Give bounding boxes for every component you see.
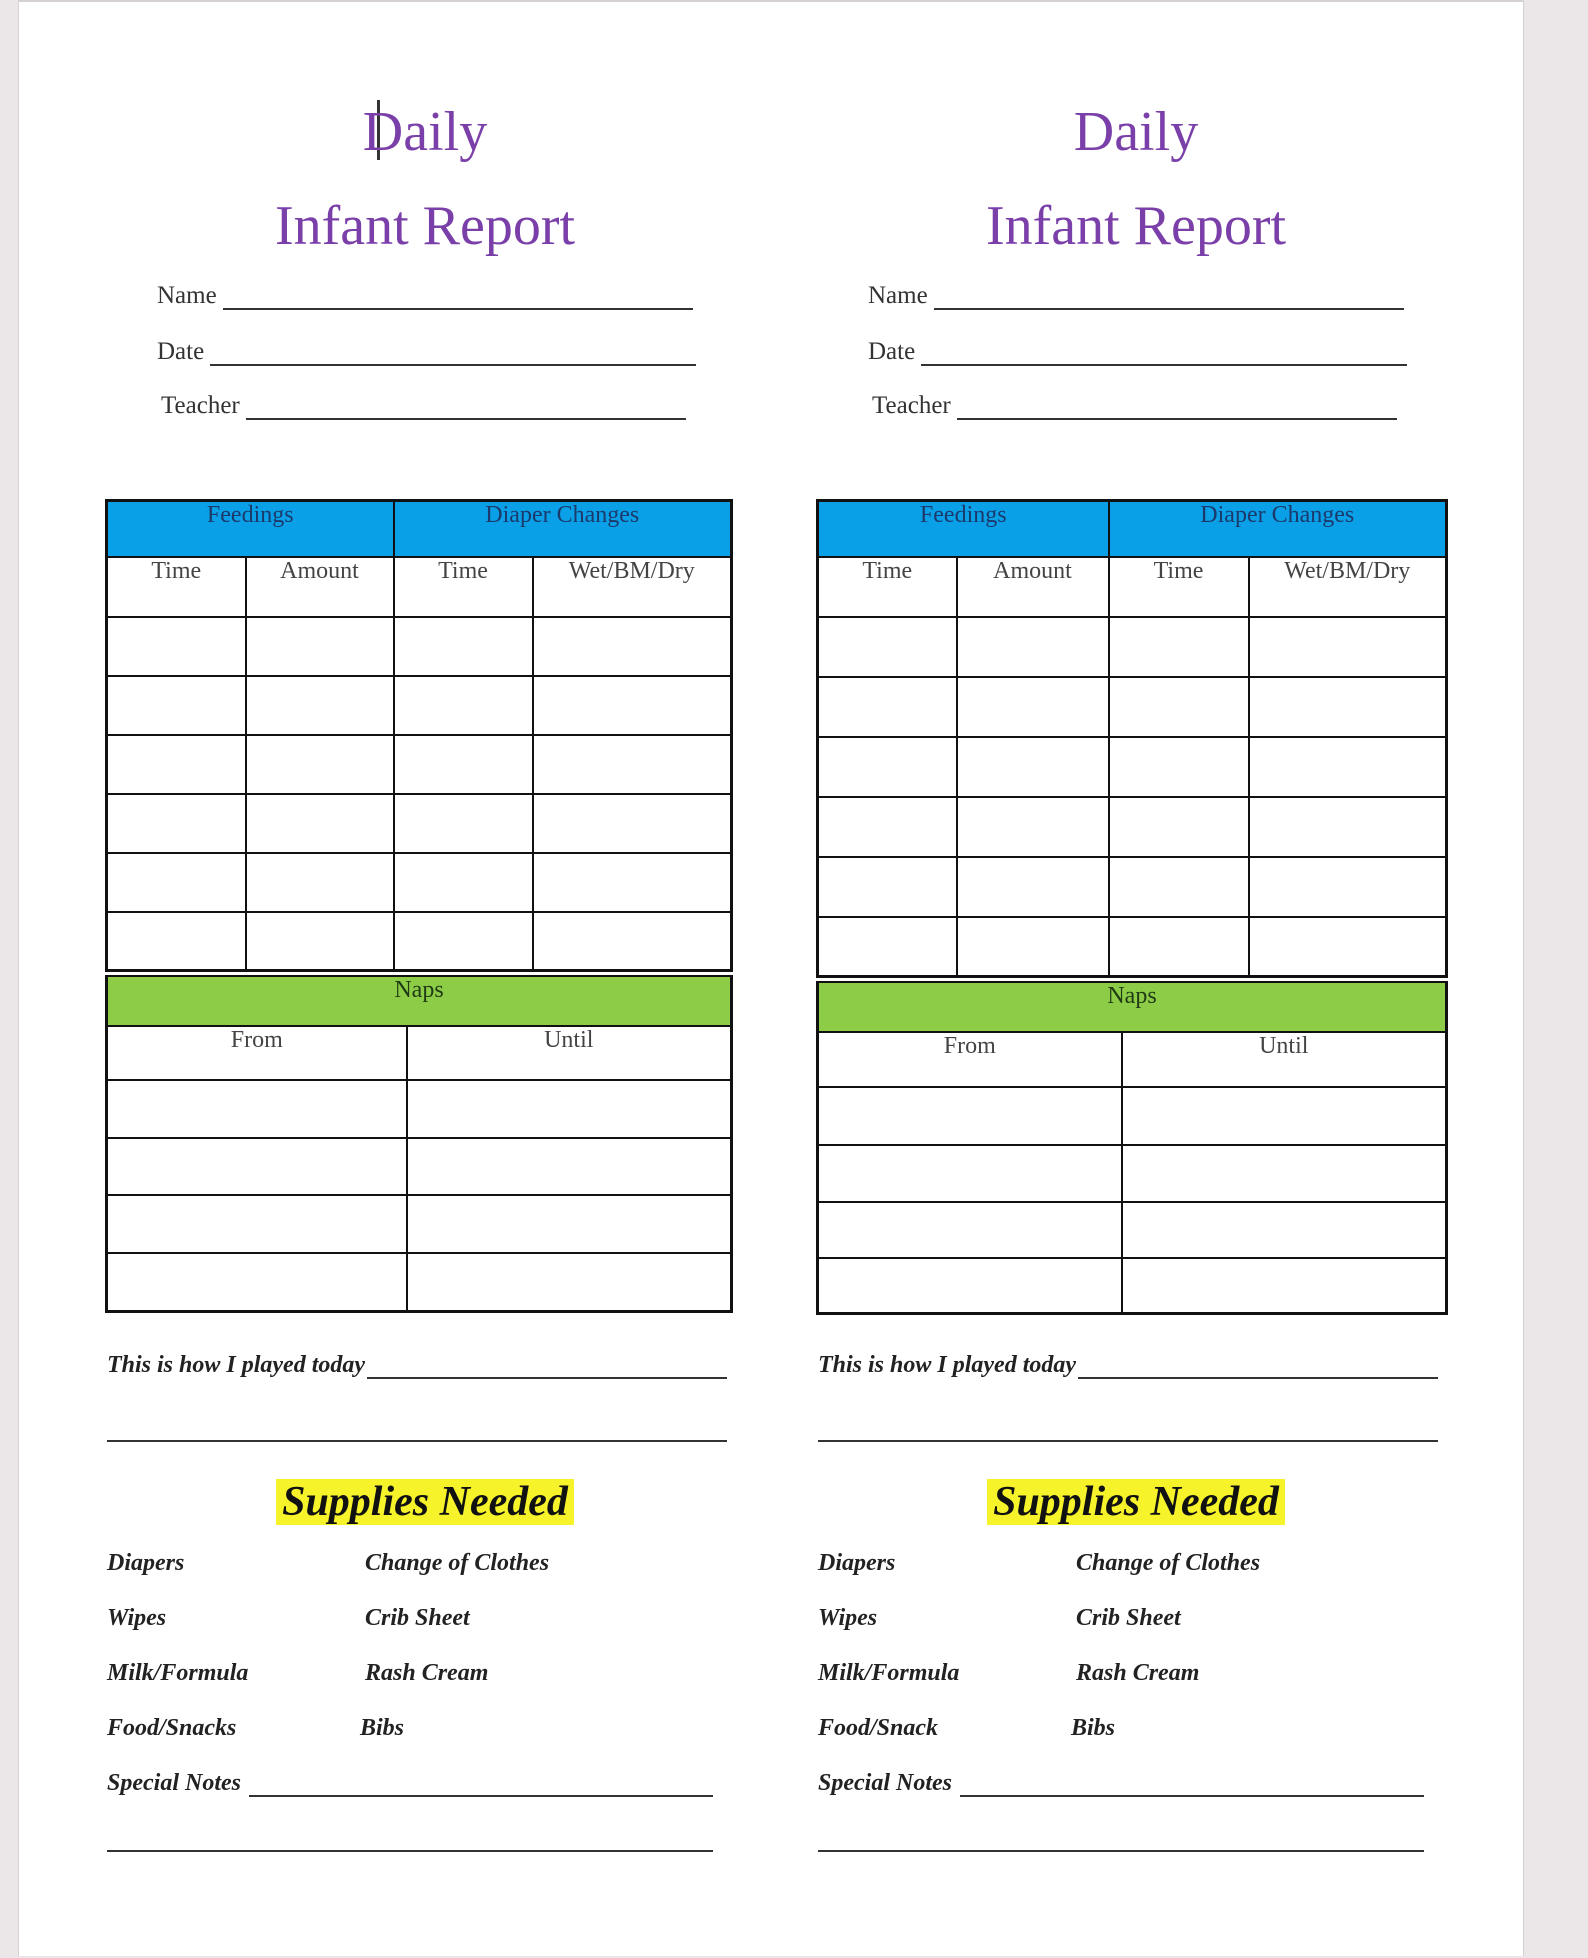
name-label: Name bbox=[157, 282, 217, 309]
naps-table bbox=[816, 981, 1448, 1315]
table-cell[interactable] bbox=[107, 1253, 407, 1311]
table-cell[interactable] bbox=[818, 1145, 1122, 1202]
table-cell[interactable] bbox=[1122, 1202, 1447, 1258]
table-cell[interactable] bbox=[246, 853, 394, 912]
infant-report-left bbox=[105, 2, 745, 1958]
table-cell[interactable] bbox=[957, 737, 1109, 797]
document-page bbox=[18, 0, 1524, 1956]
col-feeding-time: Time bbox=[107, 557, 246, 617]
play-line-2[interactable] bbox=[107, 1440, 727, 1442]
special-notes-field[interactable] bbox=[107, 1770, 713, 1797]
supply-item: Change of Clothes bbox=[365, 1550, 550, 1576]
supply-item: Food/Snack bbox=[818, 1715, 939, 1741]
table-cell[interactable] bbox=[107, 853, 246, 912]
table-cell[interactable] bbox=[818, 917, 957, 977]
table-cell[interactable] bbox=[1109, 797, 1249, 857]
table-cell[interactable] bbox=[407, 1138, 732, 1195]
care-log-table bbox=[105, 499, 733, 972]
table-cell[interactable] bbox=[1109, 737, 1249, 797]
table-cell[interactable] bbox=[407, 1253, 732, 1311]
name-line[interactable] bbox=[934, 286, 1404, 310]
date-field[interactable] bbox=[157, 338, 696, 366]
supply-item: Diapers bbox=[818, 1550, 896, 1576]
table-cell[interactable] bbox=[1109, 617, 1249, 677]
table-cell[interactable] bbox=[246, 735, 394, 794]
table-cell[interactable] bbox=[818, 1258, 1122, 1313]
table-cell[interactable] bbox=[394, 853, 533, 912]
name-label: Name bbox=[868, 282, 928, 309]
teacher-line[interactable] bbox=[957, 396, 1397, 420]
supply-item: Wipes bbox=[107, 1605, 167, 1631]
play-field[interactable] bbox=[818, 1352, 1438, 1379]
table-cell[interactable] bbox=[533, 676, 732, 735]
col-naps-until: Until bbox=[1122, 1032, 1447, 1087]
table-cell[interactable] bbox=[533, 735, 732, 794]
table-cell[interactable] bbox=[818, 617, 957, 677]
play-field[interactable] bbox=[107, 1352, 727, 1379]
supply-item: Food/Snacks bbox=[107, 1715, 237, 1741]
table-cell[interactable] bbox=[957, 917, 1109, 977]
table-cell[interactable] bbox=[957, 617, 1109, 677]
supplies-needed-heading bbox=[816, 1478, 1456, 1526]
table-cell[interactable] bbox=[246, 617, 394, 676]
infant-report-right bbox=[816, 2, 1456, 1958]
special-notes-line[interactable] bbox=[249, 1775, 713, 1797]
feedings-header: Feedings bbox=[818, 501, 1109, 557]
supply-item: Change of Clothes bbox=[1076, 1550, 1261, 1576]
play-line-2[interactable] bbox=[818, 1440, 1438, 1442]
supply-item: Crib Sheet bbox=[1076, 1605, 1181, 1631]
supply-item: Bibs bbox=[1071, 1715, 1116, 1741]
naps-table bbox=[105, 975, 733, 1313]
table-cell[interactable] bbox=[957, 797, 1109, 857]
date-label: Date bbox=[157, 338, 205, 365]
col-naps-from: From bbox=[818, 1032, 1122, 1087]
diaper-changes-header: Diaper Changes bbox=[1109, 501, 1447, 557]
table-cell[interactable] bbox=[1122, 1087, 1447, 1145]
care-log-table bbox=[816, 499, 1448, 978]
table-cell[interactable] bbox=[818, 1087, 1122, 1145]
table-cell[interactable] bbox=[1249, 917, 1447, 977]
col-diaper-time: Time bbox=[1109, 557, 1249, 617]
teacher-field[interactable] bbox=[872, 392, 1397, 420]
supplies-needed-title: Supplies Needed bbox=[276, 1479, 574, 1525]
table-cell[interactable] bbox=[957, 857, 1109, 917]
feedings-header: Feedings bbox=[107, 501, 394, 557]
table-cell[interactable] bbox=[818, 1202, 1122, 1258]
name-line[interactable] bbox=[223, 286, 693, 310]
table-cell[interactable] bbox=[394, 735, 533, 794]
play-label: This is how I played today bbox=[107, 1352, 366, 1378]
report-title-daily[interactable]: Daily bbox=[362, 101, 488, 163]
col-naps-from: From bbox=[107, 1026, 407, 1080]
name-field[interactable] bbox=[157, 282, 693, 310]
table-cell[interactable] bbox=[394, 794, 533, 853]
table-cell[interactable] bbox=[957, 677, 1109, 737]
table-cell[interactable] bbox=[107, 912, 246, 971]
date-field[interactable] bbox=[868, 338, 1407, 366]
table-cell[interactable] bbox=[533, 794, 732, 853]
report-title-infant-report[interactable]: Infant Report bbox=[274, 195, 576, 257]
special-notes-line-2[interactable] bbox=[818, 1850, 1424, 1852]
name-field[interactable] bbox=[868, 282, 1404, 310]
table-cell[interactable] bbox=[1249, 737, 1447, 797]
supplies-needed-title: Supplies Needed bbox=[987, 1479, 1285, 1525]
teacher-field[interactable] bbox=[161, 392, 686, 420]
special-notes-line[interactable] bbox=[960, 1775, 1424, 1797]
col-naps-until: Until bbox=[407, 1026, 732, 1080]
table-cell[interactable] bbox=[818, 737, 957, 797]
supply-item: Bibs bbox=[360, 1715, 405, 1741]
table-cell[interactable] bbox=[1109, 917, 1249, 977]
play-line[interactable] bbox=[1078, 1357, 1438, 1379]
table-cell[interactable] bbox=[1249, 677, 1447, 737]
table-cell[interactable] bbox=[107, 1138, 407, 1195]
col-wet-bm-dry: Wet/BM/Dry bbox=[533, 557, 732, 617]
special-notes-label: Special Notes bbox=[818, 1770, 952, 1796]
table-cell[interactable] bbox=[107, 794, 246, 853]
table-cell[interactable] bbox=[407, 1080, 732, 1138]
table-cell[interactable] bbox=[394, 676, 533, 735]
col-feeding-amount: Amount bbox=[957, 557, 1109, 617]
table-cell[interactable] bbox=[246, 912, 394, 971]
table-cell[interactable] bbox=[533, 853, 732, 912]
report-title-infant-report[interactable]: Infant Report bbox=[985, 195, 1287, 257]
col-feeding-time: Time bbox=[818, 557, 957, 617]
col-feeding-amount: Amount bbox=[246, 557, 394, 617]
table-cell[interactable] bbox=[246, 676, 394, 735]
supply-item: Rash Cream bbox=[365, 1660, 489, 1686]
table-cell[interactable] bbox=[246, 794, 394, 853]
special-notes-line-2[interactable] bbox=[107, 1850, 713, 1852]
date-line[interactable] bbox=[921, 342, 1407, 366]
date-label: Date bbox=[868, 338, 916, 365]
play-label: This is how I played today bbox=[818, 1352, 1077, 1378]
special-notes-field[interactable] bbox=[818, 1770, 1424, 1797]
naps-header: Naps bbox=[107, 976, 732, 1026]
table-cell[interactable] bbox=[818, 677, 957, 737]
table-cell[interactable] bbox=[1249, 797, 1447, 857]
special-notes-label: Special Notes bbox=[107, 1770, 241, 1796]
table-cell[interactable] bbox=[107, 1195, 407, 1253]
table-cell[interactable] bbox=[1249, 857, 1447, 917]
diaper-changes-header: Diaper Changes bbox=[394, 501, 732, 557]
table-cell[interactable] bbox=[394, 617, 533, 676]
table-cell[interactable] bbox=[1249, 617, 1447, 677]
teacher-line[interactable] bbox=[246, 396, 686, 420]
teacher-label: Teacher bbox=[872, 392, 951, 419]
supply-item: Rash Cream bbox=[1076, 1660, 1200, 1686]
supply-item: Milk/Formula bbox=[107, 1660, 249, 1686]
table-cell[interactable] bbox=[1109, 677, 1249, 737]
table-cell[interactable] bbox=[533, 912, 732, 971]
table-cell[interactable] bbox=[394, 912, 533, 971]
teacher-label: Teacher bbox=[161, 392, 240, 419]
naps-header: Naps bbox=[818, 982, 1447, 1032]
col-diaper-time: Time bbox=[394, 557, 533, 617]
col-wet-bm-dry: Wet/BM/Dry bbox=[1249, 557, 1447, 617]
table-cell[interactable] bbox=[1109, 857, 1249, 917]
report-title-daily[interactable]: Daily bbox=[1073, 101, 1199, 163]
table-cell[interactable] bbox=[407, 1195, 732, 1253]
supply-item: Wipes bbox=[818, 1605, 878, 1631]
play-line[interactable] bbox=[367, 1357, 727, 1379]
supplies-needed-heading bbox=[105, 1478, 745, 1526]
table-cell[interactable] bbox=[107, 735, 246, 794]
table-cell[interactable] bbox=[818, 797, 957, 857]
supply-item: Diapers bbox=[107, 1550, 185, 1576]
table-cell[interactable] bbox=[107, 1080, 407, 1138]
table-cell[interactable] bbox=[533, 617, 732, 676]
table-cell[interactable] bbox=[1122, 1145, 1447, 1202]
table-cell[interactable] bbox=[107, 676, 246, 735]
supply-item: Crib Sheet bbox=[365, 1605, 470, 1631]
table-cell[interactable] bbox=[1122, 1258, 1447, 1313]
date-line[interactable] bbox=[210, 342, 696, 366]
table-cell[interactable] bbox=[107, 617, 246, 676]
supply-item: Milk/Formula bbox=[818, 1660, 960, 1686]
table-cell[interactable] bbox=[818, 857, 957, 917]
